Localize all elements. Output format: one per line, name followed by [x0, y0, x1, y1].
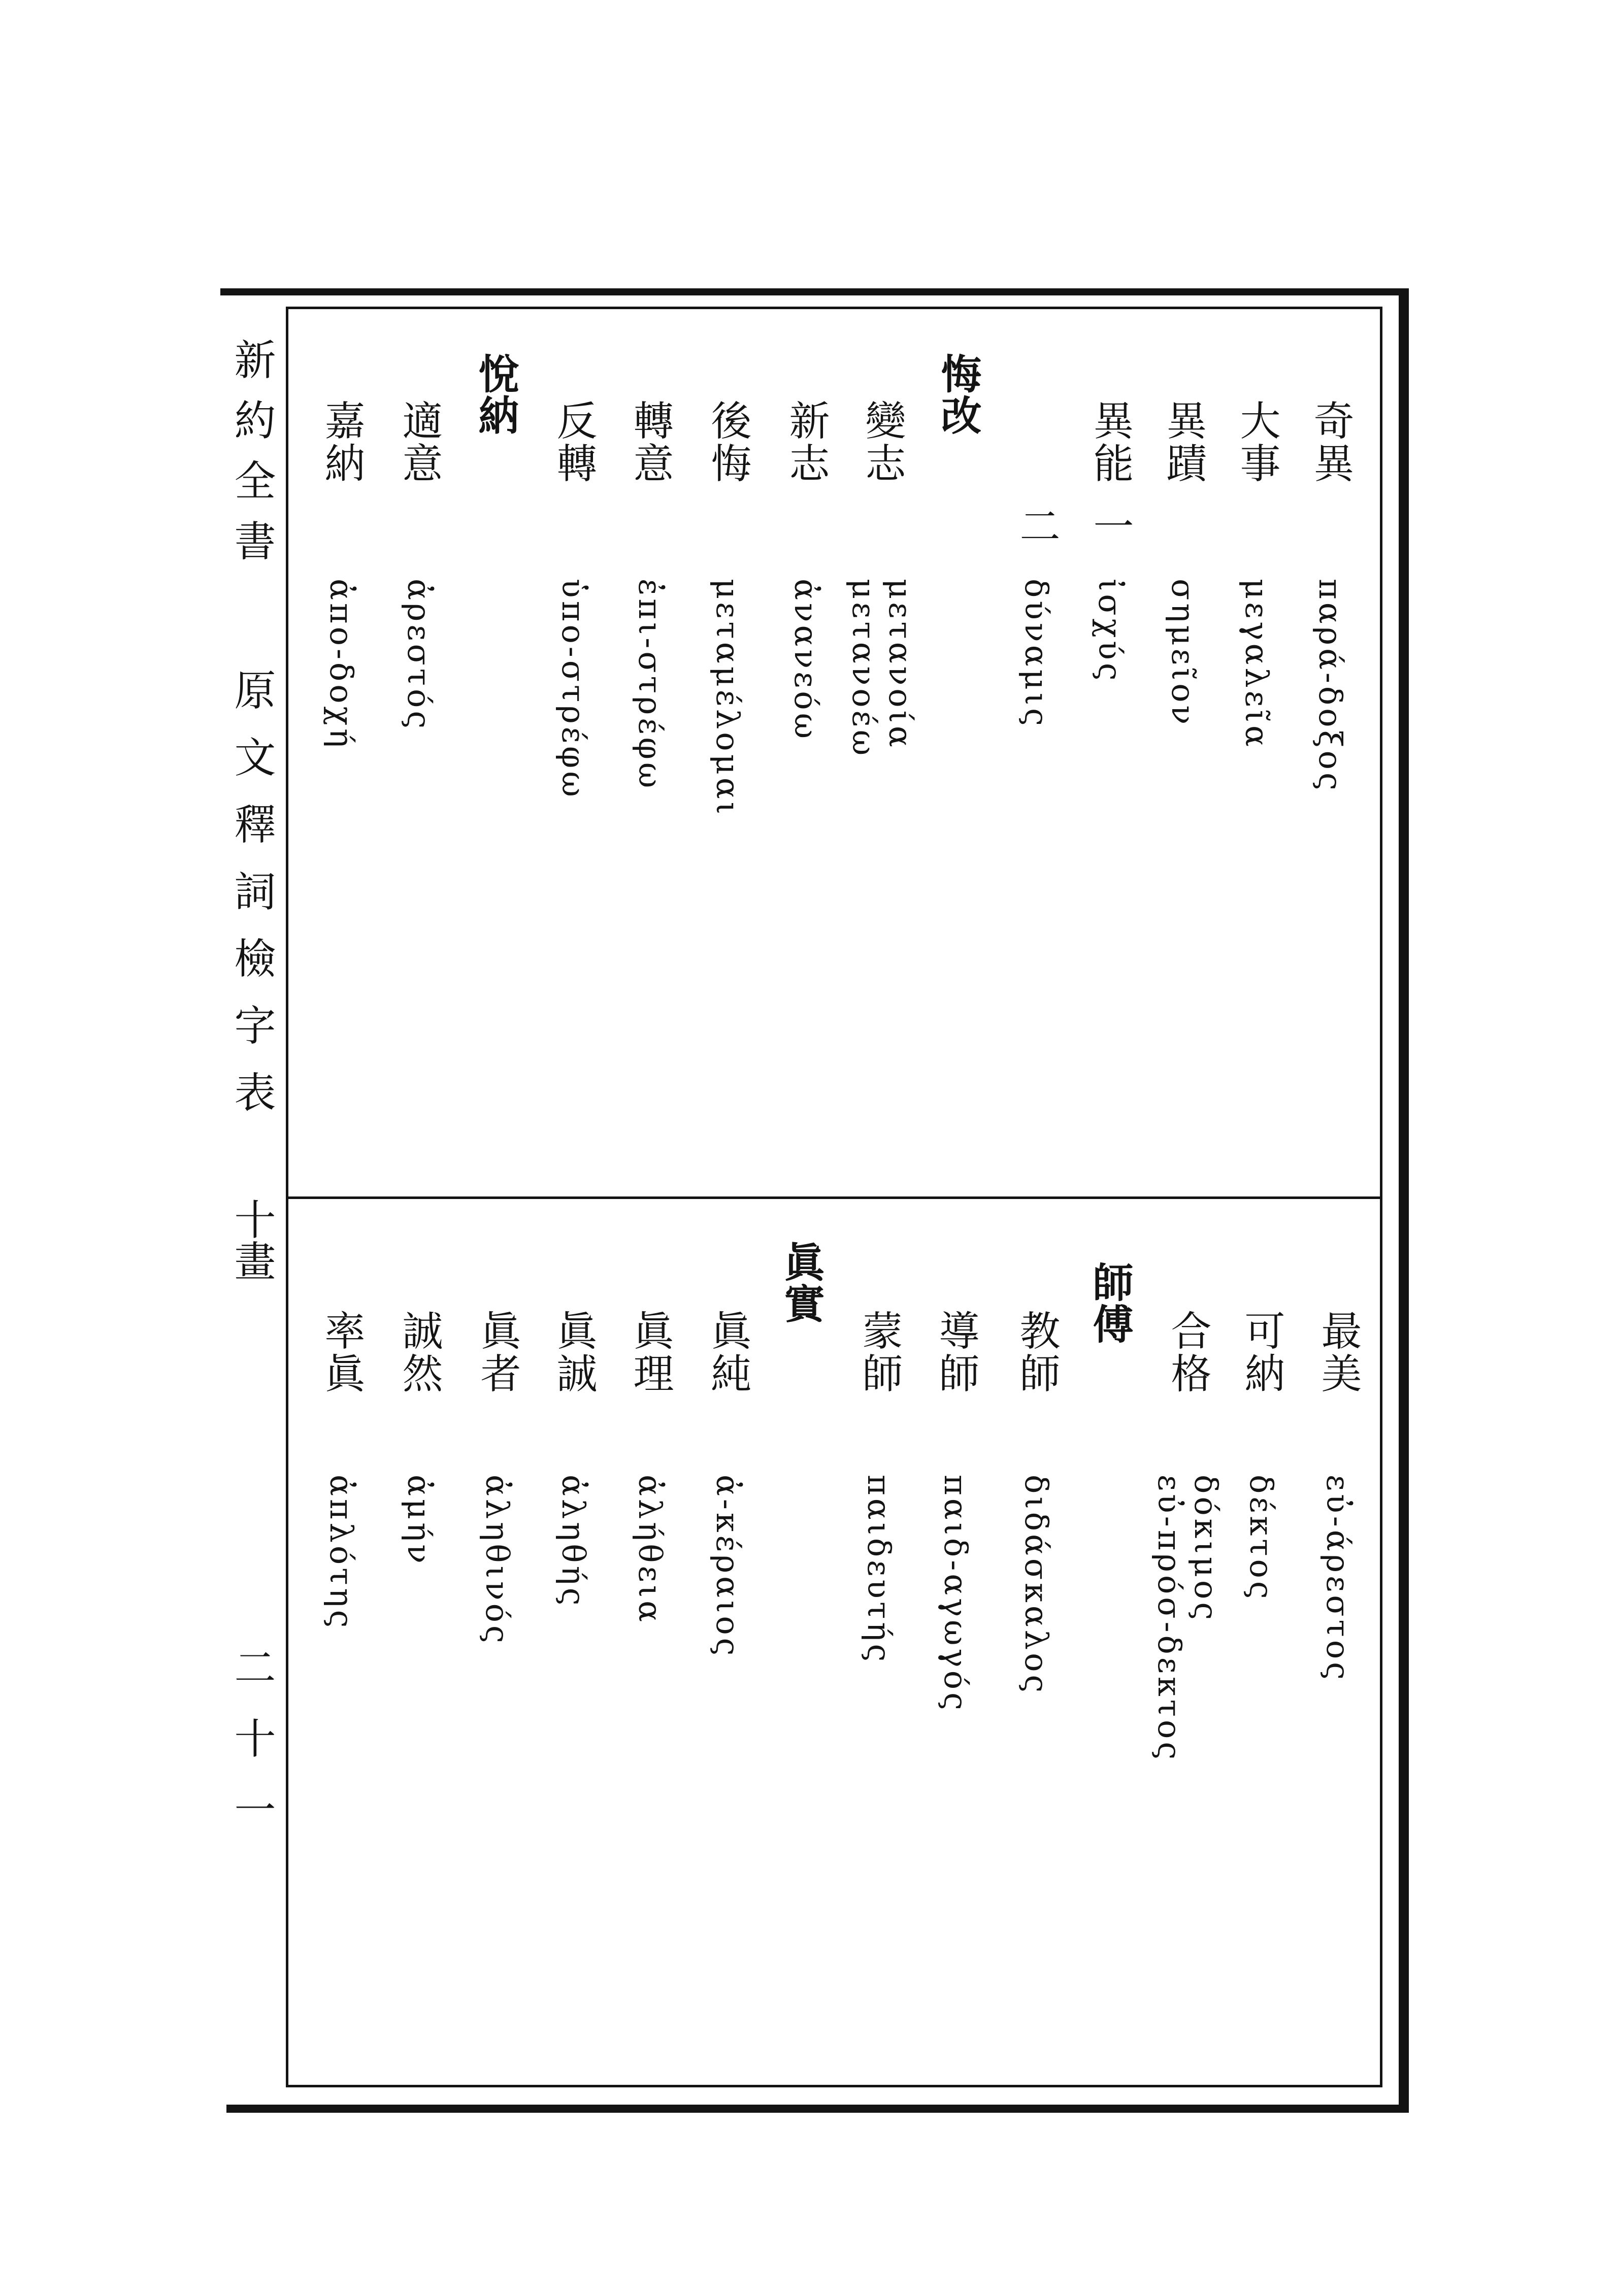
entry-term: 變志: [859, 400, 906, 485]
outer-frame-top-rule: [220, 288, 1409, 295]
greek-word: εὐ-πρόσ-δεκτος: [1151, 1475, 1188, 1763]
stroke-section-label: 十畫: [227, 1198, 276, 1281]
greek-word: παιδ-αγωγός: [937, 1475, 974, 1713]
entry-term: 眞理: [626, 1310, 674, 1395]
greek-word: μεγαλεῖα: [1238, 579, 1275, 750]
greek-word: δόκιμος: [1187, 1475, 1225, 1623]
entry-term: 眞者: [474, 1310, 521, 1395]
page-number: 二十一: [227, 1646, 276, 1859]
entry-term: 轉意: [626, 400, 674, 485]
inner-frame-top-rule: [286, 307, 1382, 309]
entry-sense-number: 二: [1013, 505, 1060, 546]
greek-word: ἀληθινός: [479, 1475, 516, 1646]
entry-term: 眞誠: [550, 1310, 597, 1395]
entry-term: 新志: [782, 400, 830, 485]
greek-word: ἀλήθεια: [632, 1475, 669, 1625]
greek-word: δέκτος: [1243, 1475, 1280, 1602]
entry-term: 導師: [932, 1310, 979, 1395]
greek-word: ἀληθής: [555, 1475, 592, 1609]
entry-term: 嘉納: [318, 400, 365, 485]
entry-term: 率眞: [318, 1310, 365, 1395]
outer-frame-right-rule: [1399, 288, 1409, 2113]
group-heading: 師傅: [1086, 1261, 1134, 1345]
entry-sense-number: 一: [1086, 505, 1134, 546]
greek-word: παιδευτής: [861, 1475, 898, 1665]
greek-word: ἀνανεόω: [787, 579, 824, 742]
greek-word: σημεῖον: [1165, 579, 1202, 728]
greek-word: ἀ-κέραιος: [709, 1475, 746, 1659]
entry-term: 奇異: [1307, 400, 1354, 485]
group-heading: 悅納: [472, 353, 519, 436]
panel-divider-rule: [286, 1196, 1382, 1199]
greek-word: ἀμήν: [401, 1475, 438, 1567]
greek-word: μετανοία: [882, 579, 919, 750]
entry-term: 後悔: [704, 400, 751, 485]
outer-frame-bottom-rule: [226, 2105, 1409, 2113]
entry-term: 最美: [1314, 1310, 1362, 1395]
entry-term: 大事: [1233, 400, 1280, 485]
index-title: 原文釋詞檢字表: [227, 669, 276, 1138]
entry-term: 反轉: [550, 400, 597, 485]
greek-word: ἐπι-στρέφω: [632, 579, 669, 791]
greek-word: μετανοέω: [845, 579, 882, 759]
greek-word: ἀρεστός: [401, 579, 438, 732]
entry-term: 教師: [1013, 1310, 1060, 1395]
entry-term: 誠然: [395, 1310, 443, 1395]
group-heading: 眞實: [777, 1241, 825, 1324]
entry-term: 異蹟: [1160, 400, 1207, 485]
greek-word: διδάσκαλος: [1018, 1475, 1055, 1696]
inner-frame-bottom-rule: [286, 2085, 1382, 2087]
entry-term: 適意: [395, 400, 443, 485]
entry-term: 眞純: [704, 1310, 751, 1395]
greek-word: παρά-δοξος: [1312, 579, 1349, 793]
book-title: 新約全書: [227, 338, 276, 580]
greek-word: μεταμέλομαι: [709, 579, 746, 818]
entry-term: 可納: [1238, 1310, 1285, 1395]
greek-word: ἀπο-δοχή: [323, 579, 360, 751]
greek-word: εὐ-άρεστος: [1319, 1475, 1357, 1683]
group-heading: 悔改: [934, 353, 982, 436]
entry-term: 合格: [1164, 1310, 1211, 1395]
greek-word: ἀπλότης: [323, 1475, 360, 1631]
greek-word: ὑπο-στρέφω: [555, 579, 592, 800]
greek-word: δύναμις: [1018, 579, 1055, 729]
greek-word: ἰσχύς: [1092, 579, 1129, 684]
entry-term: 蒙師: [855, 1310, 903, 1395]
entry-term: 異能: [1086, 400, 1134, 485]
